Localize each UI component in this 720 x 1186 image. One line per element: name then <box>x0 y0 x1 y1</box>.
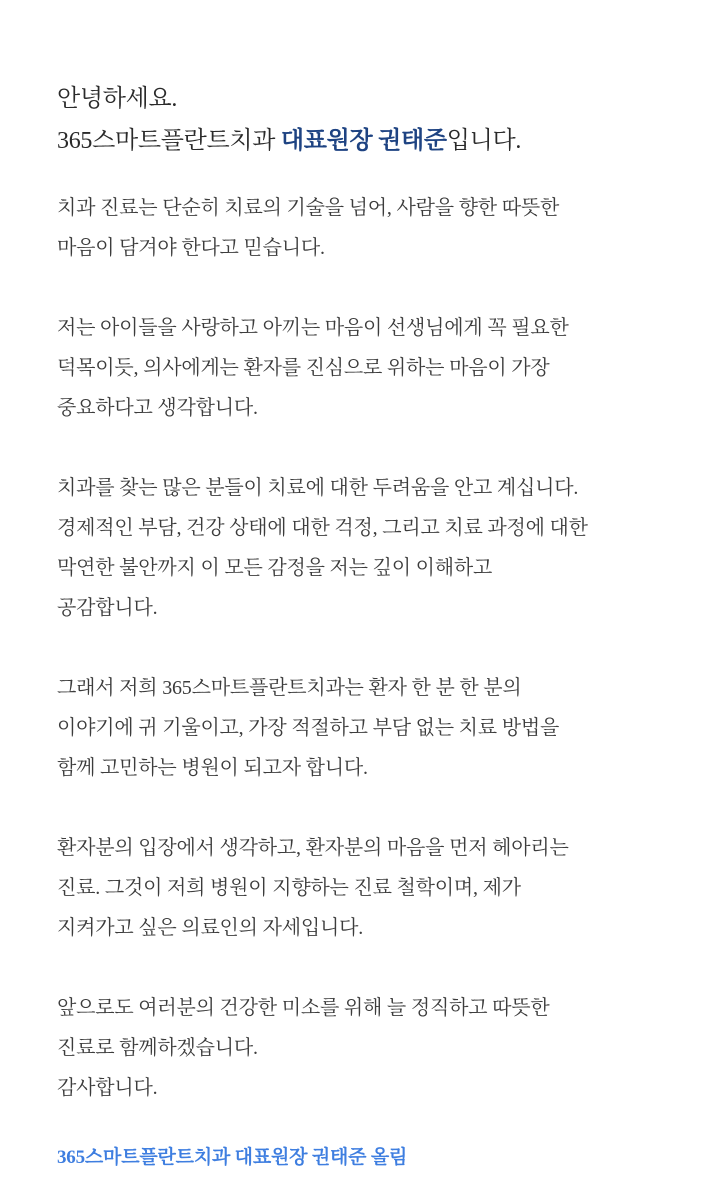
paragraph-closing: 앞으로도 여러분의 건강한 미소를 위해 늘 정직하고 따뜻한 진료로 함께하겠습니다. 감사합니다. <box>57 997 550 1099</box>
director-title-name-highlight: 대표원장 권태준 <box>280 128 447 154</box>
paragraph-commitment: 그래서 저희 365스마트플란트치과는 환자 한 분 한 분의 이야기에 귀 기울이고, 가장 적절하고 부담 없는 치료 방법을 함께 고민하는 병원이 되고자 합니다. <box>57 677 560 779</box>
paragraph-empathy: 치과를 찾는 많은 분들이 치료에 대한 두려움을 안고 계십니다. 경제적인 부담, 건강 상태에 대한 걱정, 그리고 치료 과정에 대한 막연한 불안까지 이 모든 감정을 저는 깊이 이해하고 공감합니다. <box>57 477 588 619</box>
paragraph-philosophy: 치과 진료는 단순히 치료의 기술을 넘어, 사람을 향한 따뜻한 마음이 담겨야 한다고 믿습니다. <box>57 197 560 259</box>
signature-line: 365스마트플란트치과 대표원장 권태준 올림 <box>57 1147 408 1168</box>
paragraph-sincerity: 저는 아이들을 사랑하고 아끼는 마음이 선생님에게 꼭 필요한 덕목이듯, 의사에게는 환자를 진심으로 위하는 마음이 가장 중요하다고 생각합니다. <box>57 317 569 419</box>
greeting-line2-suffix: 입니다. <box>446 128 522 154</box>
paragraph-patient-first: 환자분의 입장에서 생각하고, 환자분의 마음을 먼저 헤아리는 진료. 그것이 저희 병원이 지향하는 진료 철학이며, 제가 지켜가고 싶은 의료인의 자세입니다. <box>57 837 569 939</box>
clinic-name: 365스마트플란트치과 <box>57 128 281 154</box>
greeting-line1: 안녕하세요. <box>57 86 178 112</box>
greeting-heading <box>57 78 700 162</box>
